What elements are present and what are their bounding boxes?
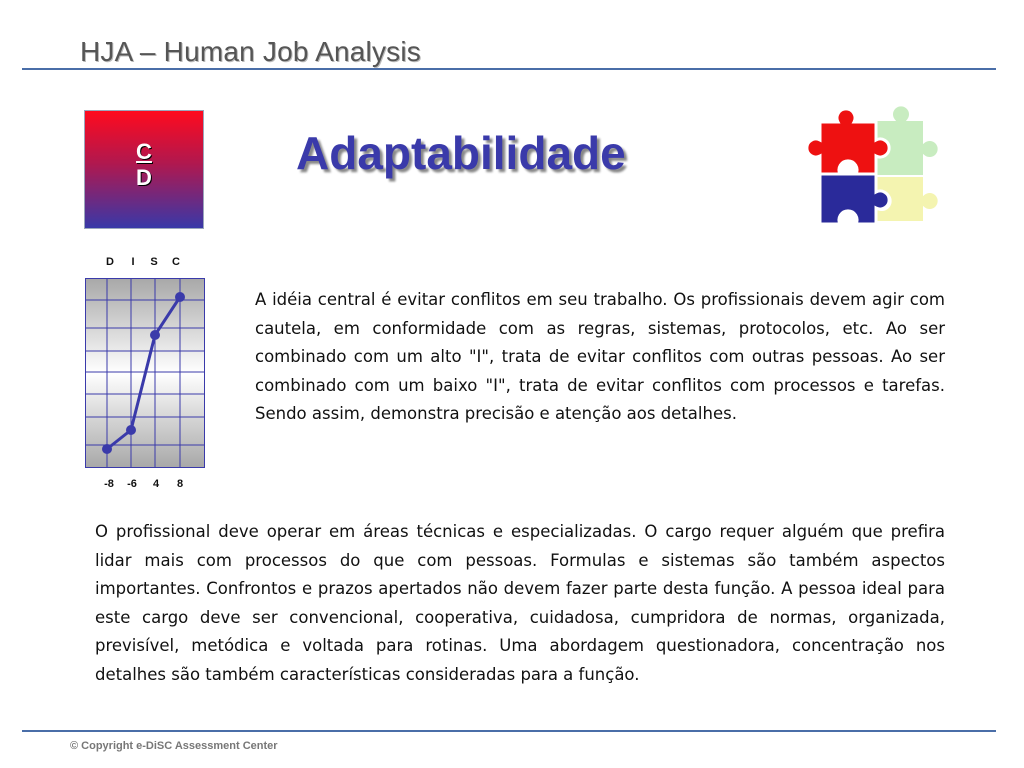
disc-letter: I: [131, 256, 135, 268]
badge-letter-primary: C: [136, 139, 152, 164]
disc-graph: [85, 278, 205, 468]
disc-value: -6: [127, 478, 137, 490]
puzzle-pieces-icon: [798, 98, 948, 244]
description-paragraph: A idéia central é evitar conflitos em seu trabalho. Os profissionais devem agir com cautela, em conformidade com as regras, sistemas, protocolos, etc. Ao ser combinado com um alto "I", trata de evitar conflitos com outras pessoas. Ao ser combinado com um baixo "I", trata de evitar conflitos com processos e tarefas. Sendo assim, demonstra precisão e atenção aos detalhes.: [255, 290, 945, 423]
disc-value: -8: [104, 478, 114, 490]
header-divider: [22, 68, 996, 70]
disc-letter: D: [106, 256, 114, 268]
disc-value: 8: [176, 478, 184, 490]
data-point-i: [126, 425, 136, 435]
disc-profile-badge: [84, 110, 204, 229]
disc-letter: S: [150, 256, 158, 268]
disc-letter: C: [172, 256, 180, 268]
copyright-text: © Copyright e-DiSC Assessment Center: [70, 740, 278, 752]
footer-divider: [22, 730, 996, 732]
data-point-s: [150, 330, 160, 340]
header-title: HJA – Human Job Analysis: [80, 36, 421, 67]
disc-value: 4: [152, 478, 160, 490]
puzzle-piece-red: [807, 109, 889, 174]
profile-paragraph: O profissional deve operar em áreas técnicas e especializadas. O cargo requer alguém que prefira lidar mais com processos do que com pessoas. Formulas e sistemas são também aspectos importantes. Confrontos e prazos apertados não devem fazer parte desta função. A pessoa ideal para este cargo deve ser convencional, cooperativa, cuidadosa, cumpridora de normas, organizada, previsível, metódica e voltada para rotinas. Uma abordagem questionadora, concentração nos detalhes são também características consideradas para a função.: [95, 522, 945, 684]
data-point-c: [175, 292, 185, 302]
slide-title: Adaptabilidade: [296, 127, 626, 179]
badge-letter-secondary: D: [136, 165, 152, 190]
data-point-d: [102, 444, 112, 454]
